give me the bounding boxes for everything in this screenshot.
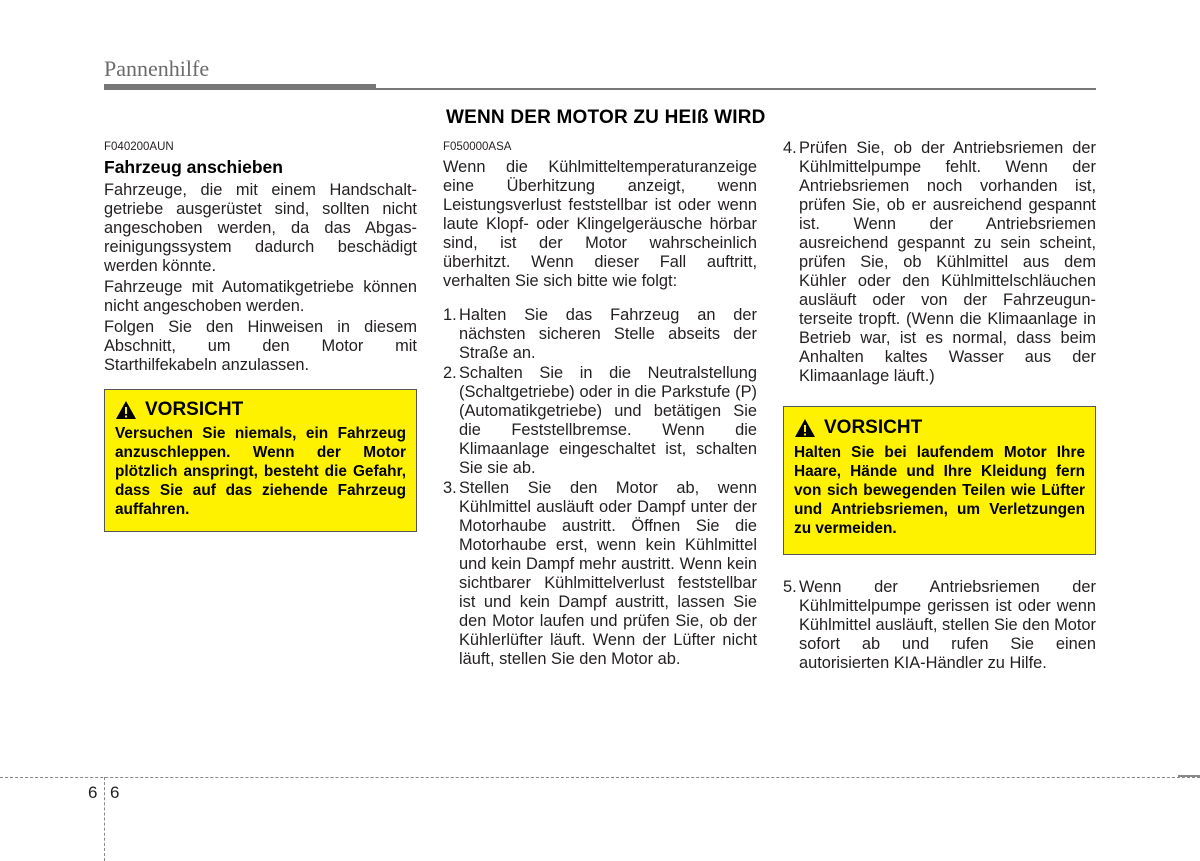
footer-rule <box>0 777 1200 778</box>
intro-paragraph: Wenn die Kühlmitteltemperaturanzeige eine Überhitzung anzeigt, wenn Leistungsverlust feststellbar ist oder wenn laute Klopf- oder Klingelgeräusche hörbar sind, ist der Motor wahrscheinlich überhitzt. Wenn dieser Fall auftritt, verhalten Sie sich bitte wie folgt: <box>443 158 757 290</box>
list-item <box>443 364 757 478</box>
list-item <box>443 479 757 669</box>
list-text: Schalten Sie in die Neutralstellung (Schaltgetriebe) oder in die Parkstufe (P) (Automatikgetriebe) und betätigen Sie die Feststellbremse. Wenn die Klimaanlage eingeschaltet ist, schalten Sie sie ab. <box>459 364 757 477</box>
caution-title-text: VORSICHT <box>145 399 244 420</box>
list-number: 2. <box>443 364 457 382</box>
warning-triangle-icon <box>794 418 816 438</box>
warning-triangle-icon <box>115 400 137 420</box>
paragraph: Folgen Sie den Hinweisen in diesem Abschnitt, um den Motor mit Starthilfekabeln anzulassen. <box>104 318 417 374</box>
header-rule-thin <box>376 88 1096 90</box>
right-column-top <box>783 139 1096 386</box>
list-number: 5. <box>783 578 797 596</box>
list-text: Stellen Sie den Motor ab, wenn Kühlmittel ausläuft oder Dampf unter der Motorhaube austritt. Öffnen Sie die Motorhaube erst, wenn kein Kühlmittel und kein Dampf mehr austritt. Wenn kein sichtbarer Kühlmittelverlust feststellbar ist und kein Dampf austritt, lassen Sie den Motor laufen und prüfen Sie, ob der Kühlerlüfter läuft. Wenn der Lüfter nicht läuft, stellen Sie den Motor ab. <box>459 479 757 668</box>
section-heading: WENN DER MOTOR ZU HEIß WIRD <box>446 107 766 128</box>
list-item <box>783 578 1096 673</box>
subheading: Fahrzeug anschieben <box>104 157 283 177</box>
page-number: 6 <box>110 783 120 802</box>
footer-vertical-rule <box>104 777 105 861</box>
right-column-bottom <box>783 578 1096 673</box>
list-text: Halten Sie das Fahrzeug an der nächsten sicheren Stelle abseits der Straße an. <box>459 306 757 362</box>
caution-title <box>115 399 406 421</box>
page-header-title: Pannenhilfe <box>104 56 210 81</box>
list-number: 4. <box>783 139 797 157</box>
list-item <box>783 139 1096 386</box>
footer-dash <box>1178 775 1200 777</box>
caution-title-text: VORSICHT <box>824 417 923 438</box>
list-text: Prüfen Sie, ob der Antriebsriemen der Kühlmittelpumpe fehlt. Wenn der Antriebsriemen noch vorhanden ist, prüfen Sie, ob er ausreichend gespannt ist. Wenn der Antriebsriemen ausreichend gespannt zu sein scheint, prüfen Sie, ob Kühlmittel aus dem Kühler oder den Kühlmittelschläuchen ausläuft oder von der Fahrzeugunterseite tropft. (Wenn die Klimaanlage in Betrieb war, ist es normal, dass beim Anhalten kaltes Wasser aus der Klimaanlage läuft.) <box>799 139 1096 385</box>
caution-title <box>794 417 1085 439</box>
document-code: F040200AUN <box>104 141 174 153</box>
paragraph: Fahrzeuge mit Automatikgetriebe können nicht angeschoben werden. <box>104 278 417 315</box>
header-rule-thick <box>104 84 376 90</box>
caution-box-right <box>783 406 1096 555</box>
left-column <box>104 140 417 377</box>
chapter-number: 6 <box>88 783 98 802</box>
caution-text: Versuchen Sie niemals, ein Fahrzeug anzuschleppen. Wenn der Motor plötzlich anspringt, besteht die Gefahr, dass Sie auf das ziehende Fahrzeug auffahren. <box>115 425 406 518</box>
paragraph: Fahrzeuge, die mit einem Handschaltgetriebe ausgerüstet sind, sollten nicht angeschoben werden, da das Abgasreinigungssystem dadurch beschädigt werden könnte. <box>104 181 417 275</box>
middle-column <box>443 140 757 669</box>
caution-box-left <box>104 389 417 532</box>
list-number: 3. <box>443 479 457 497</box>
list-text: Wenn der Antriebsriemen der Kühlmittelpumpe gerissen ist oder wenn Kühlmittel ausläuft, stellen Sie den Motor sofort ab und rufen Sie einen autorisierten KIA-Händler zu Hilfe. <box>799 578 1097 672</box>
list-item <box>443 306 757 363</box>
document-code: F050000ASA <box>443 141 512 153</box>
caution-text: Halten Sie bei laufendem Motor Ihre Haare, Hände und Ihre Kleidung fern von sich bewegenden Teilen wie Lüfter und Antriebsriemen, um Verletzungen zu vermeiden. <box>794 444 1085 537</box>
list-number: 1. <box>443 306 457 324</box>
